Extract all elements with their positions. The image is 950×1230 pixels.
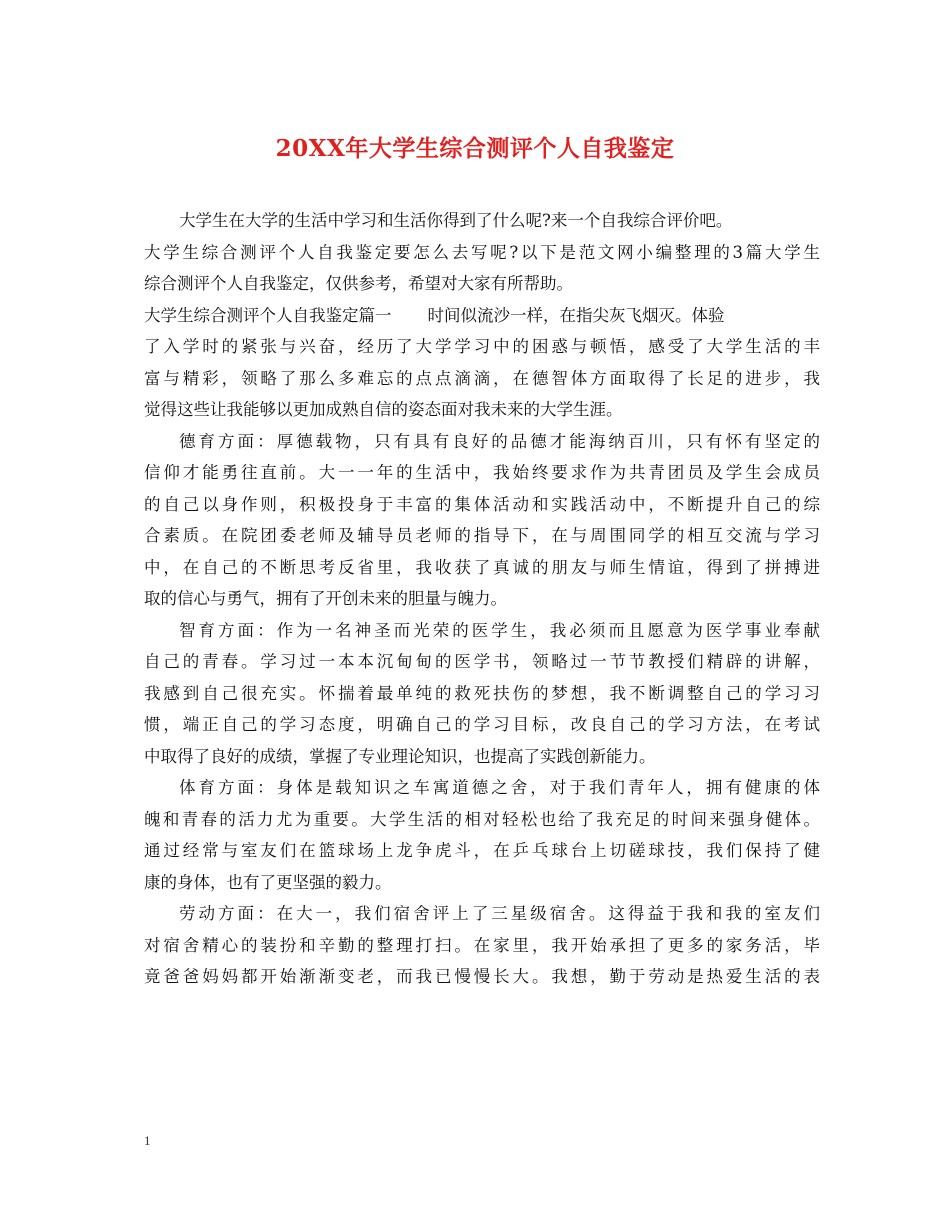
- text-line: 合素质。在院团委老师及辅导员老师的指导下，在与周围同学的相互交流与学习: [144, 526, 820, 545]
- section-heading: 大学生综合测评个人自我鉴定篇一: [144, 305, 392, 325]
- text-line: 通过经常与室友们在篮球场上龙争虎斗，在乒乓球台上切磋球技，我们保持了健: [144, 841, 820, 860]
- text-line: 大学生综合测评个人自我鉴定要怎么去写呢?以下是范文网小编整理的3篇大学生: [144, 242, 820, 262]
- text-line: 觉得这些让我能够以更加成熟自信的姿态面对我未来的大学生涯。: [144, 400, 623, 419]
- text-segment: 时间似流沙一样，在指尖灰飞烟灭。体验: [427, 305, 725, 325]
- document-body: [144, 205, 820, 993]
- text-line: 中，在自己的不断思考反省里，我收获了真诚的朋友与师生情谊，得到了拼搏进: [144, 557, 820, 577]
- document-title: 20XX年大学生综合测评个人自我鉴定: [275, 135, 675, 162]
- text-line: 自己的青春。学习过一本本沉甸甸的医学书，领略过一节节教授们精辟的讲解，: [144, 652, 820, 671]
- text-line: 大学生在大学的生活中学习和生活你得到了什么呢?来一个自我综合评价吧。: [179, 211, 733, 230]
- text-line: 取的信心与勇气，拥有了开创未来的胆量与魄力。: [144, 589, 507, 608]
- text-line: 我感到自己很充实。怀揣着最单纯的救死扶伤的梦想，我不断调整自己的学习习: [144, 683, 820, 703]
- text-line: 竟爸爸妈妈都开始渐渐变老，而我已慢慢长大。我想，勤于劳动是热爱生活的表: [144, 967, 820, 986]
- text-line: 的自己以身作则，积极投身于丰富的集体活动和实践活动中，不断提升自己的综: [144, 494, 820, 514]
- section-heading-line: [144, 300, 820, 332]
- text-line: 惯，端正自己的学习态度，明确自己的学习目标，改良自己的学习方法，在考试: [144, 715, 820, 734]
- text-line: 德育方面：厚德载物，只有具有良好的品德才能海纳百川，只有怀有坚定的: [179, 431, 820, 451]
- text-line: 智育方面：作为一名神圣而光荣的医学生，我必须而且愿意为医学事业奉献: [179, 620, 820, 640]
- text-line: 对宿舍精心的装扮和辛勤的整理打扫。在家里，我开始承担了更多的家务活，毕: [144, 935, 820, 955]
- text-line: 中取得了良好的成绩，掌握了专业理论知识，也提高了实践创新能力。: [144, 746, 656, 766]
- text-line: 信仰才能勇往直前。大一一年的生活中，我始终要求作为共青团员及学生会成员: [144, 463, 820, 482]
- text-line: 体育方面：身体是载知识之车寓道德之舍，对于我们青年人，拥有健康的体: [179, 778, 820, 797]
- text-line: 劳动方面：在大一，我们宿舍评上了三星级宿舍。这得益于我和我的室友们: [179, 904, 820, 923]
- text-line: 综合测评个人自我鉴定，仅供参考，希望对大家有所帮助。: [144, 274, 573, 293]
- text-line: 魄和青春的活力尤为重要。大学生活的相对轻松也给了我充足的时间来强身健体。: [144, 809, 820, 829]
- text-line: 了入学时的紧张与兴奋，经历了大学学习中的困惑与顿悟，感受了大学生活的丰: [144, 337, 820, 356]
- text-line: 富与精彩，领略了那么多难忘的点点滴滴，在德智体方面取得了长足的进步，我: [144, 368, 820, 388]
- page-number: 1: [144, 1133, 151, 1148]
- text-line: 康的身体，也有了更坚强的毅力。: [144, 872, 392, 892]
